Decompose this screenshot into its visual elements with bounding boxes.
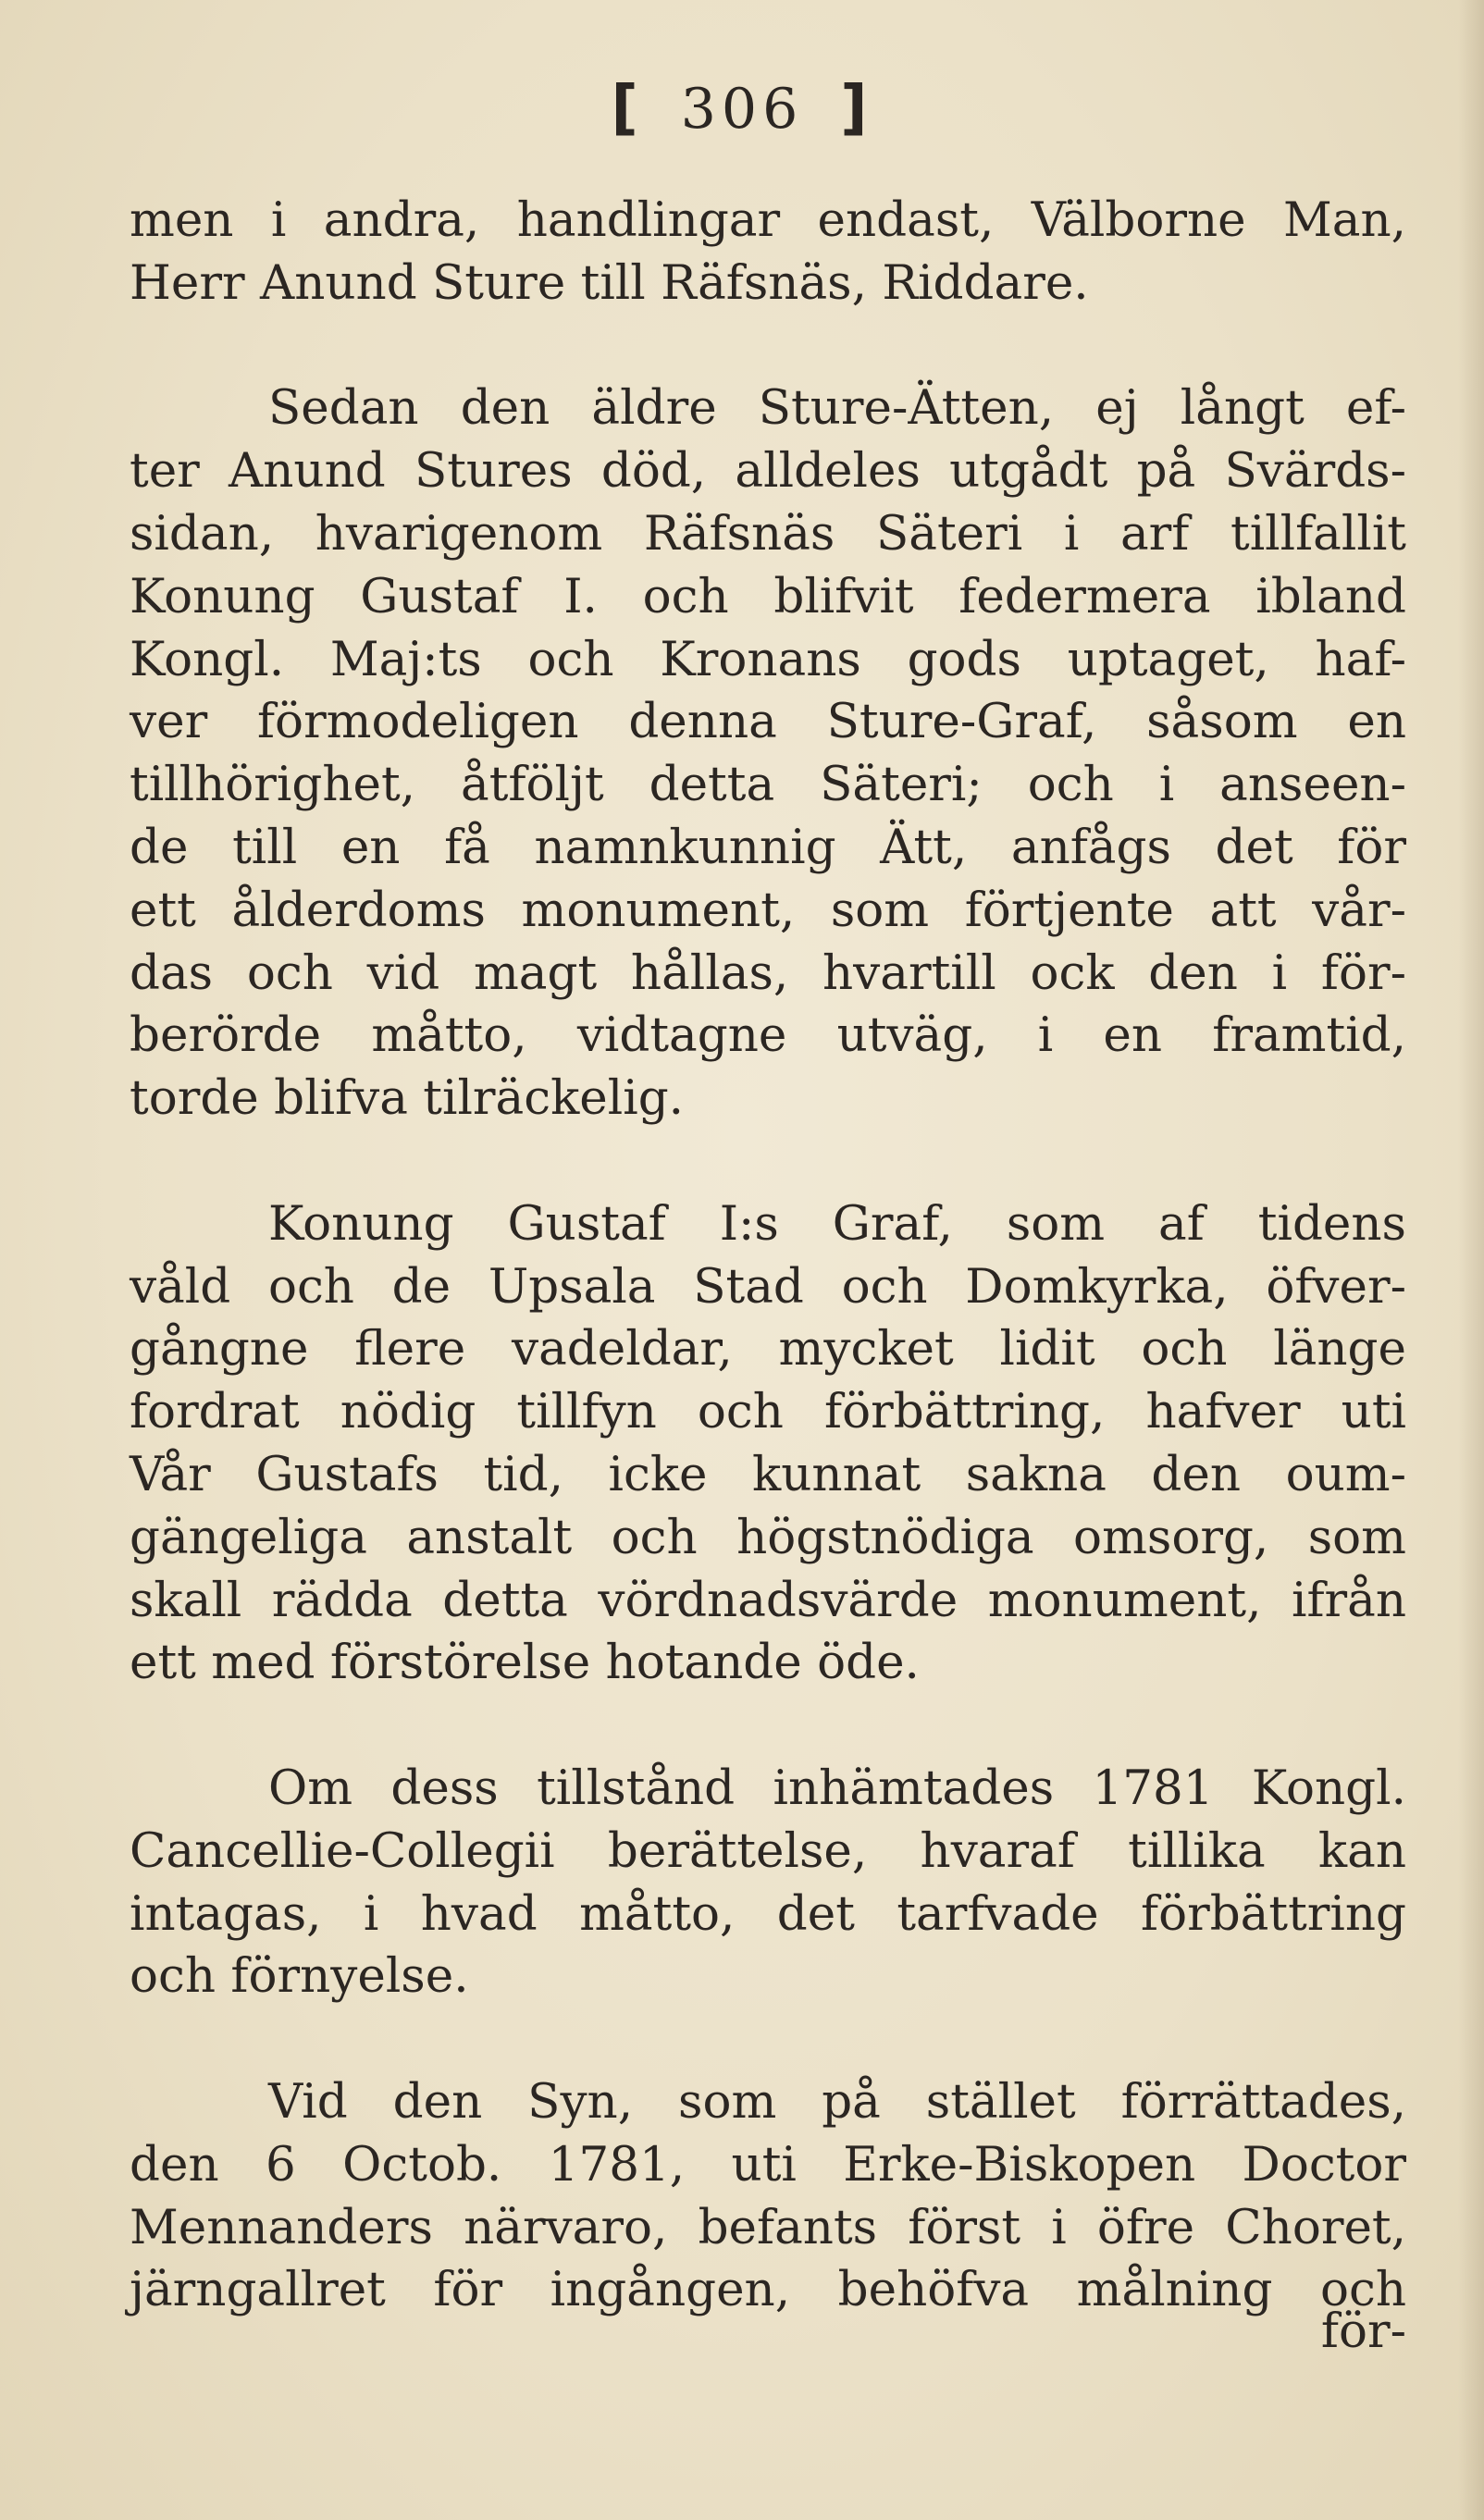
paragraph-5 (130, 2071, 1406, 2322)
text-line: Vår Gustafs tid, icke kunnat sakna den oum- (130, 1446, 1406, 1502)
body-text (130, 190, 1406, 2322)
header-bracket-left: [ (611, 74, 644, 142)
text-line: skall rädda detta vördnadsvärde monument, ifrån (130, 1572, 1406, 1628)
paragraph-1 (130, 190, 1406, 315)
text-line: och förnyelse. (130, 1948, 469, 2005)
text-line: ter Anund Stures död, alldeles utgådt på Svärds- (130, 443, 1406, 500)
text-line: berörde måtto, vidtagne utväg, i en framtid, (130, 1007, 1406, 1064)
text-line: Mennanders närvaro, befants först i öfre Choret, (130, 2199, 1406, 2255)
text-line: den 6 Octob. 1781, uti Erke-Biskopen Doctor (130, 2136, 1406, 2193)
text-line: gångne flere vadeldar, mycket lidit och länge (130, 1321, 1406, 1377)
text-line: Vid den Syn, som på stället förrättades, (268, 2073, 1406, 2130)
text-line: Konung Gustaf I. och blifvit federmera ibland (130, 568, 1406, 624)
text-line: men i andra, handlingar endast, Välborne Man, (130, 192, 1406, 248)
text-line: Cancellie-Collegii berättelse, hvaraf tillika kan (130, 1822, 1406, 1879)
text-line: gängeliga anstalt och högstnödiga omsorg, som (130, 1509, 1406, 1565)
page-header (0, 74, 1484, 142)
text-line: intagas, i hvad måtto, det tarfvade förbättring (130, 1885, 1406, 1942)
text-line: Konung Gustaf I:s Graf, som af tidens (268, 1195, 1406, 1252)
text-line: tillhörighet, åtföljt detta Säteri; och i anseen- (130, 757, 1406, 813)
text-line: fordrat nödig tillfyn och förbättring, hafver uti (130, 1384, 1406, 1440)
text-line: ett ålderdoms monument, som förtjente att vår- (130, 882, 1406, 938)
text-line: ett med förstörelse hotande öde. (130, 1635, 920, 1691)
page-number: 306 (680, 77, 804, 142)
page-edge-shadow (1458, 0, 1484, 2520)
catchword: för- (1320, 2304, 1406, 2359)
text-line: sidan, hvarigenom Räfsnäs Säteri i arf tillfallit (130, 505, 1406, 562)
text-line: Sedan den äldre Sture-Ätten, ej långt ef- (268, 380, 1406, 437)
text-line: Om dess tillstånd inhämtades 1781 Kongl. (268, 1760, 1406, 1816)
text-line: torde blifva tilräckelig. (130, 1070, 685, 1127)
paragraph-4 (130, 1758, 1406, 2008)
text-line: våld och de Upsala Stad och Domkyrka, öfver- (130, 1258, 1406, 1315)
header-bracket-right: ] (840, 74, 873, 142)
text-line: Herr Anund Sture till Räfsnäs, Riddare. (130, 254, 1089, 311)
text-line: järngallret för ingången, behöfva målning och (130, 2262, 1406, 2318)
text-line: das och vid magt hållas, hvartill ock den i för- (130, 945, 1406, 1001)
text-line: ver förmodeligen denna Sture-Graf, såsom en (130, 694, 1406, 750)
text-line: Kongl. Maj:ts och Kronans gods uptaget, haf- (130, 631, 1406, 687)
paragraph-2 (130, 377, 1406, 1130)
text-line: de till en få namnkunnig Ätt, anfågs det för (130, 819, 1406, 875)
paragraph-3 (130, 1193, 1406, 1695)
